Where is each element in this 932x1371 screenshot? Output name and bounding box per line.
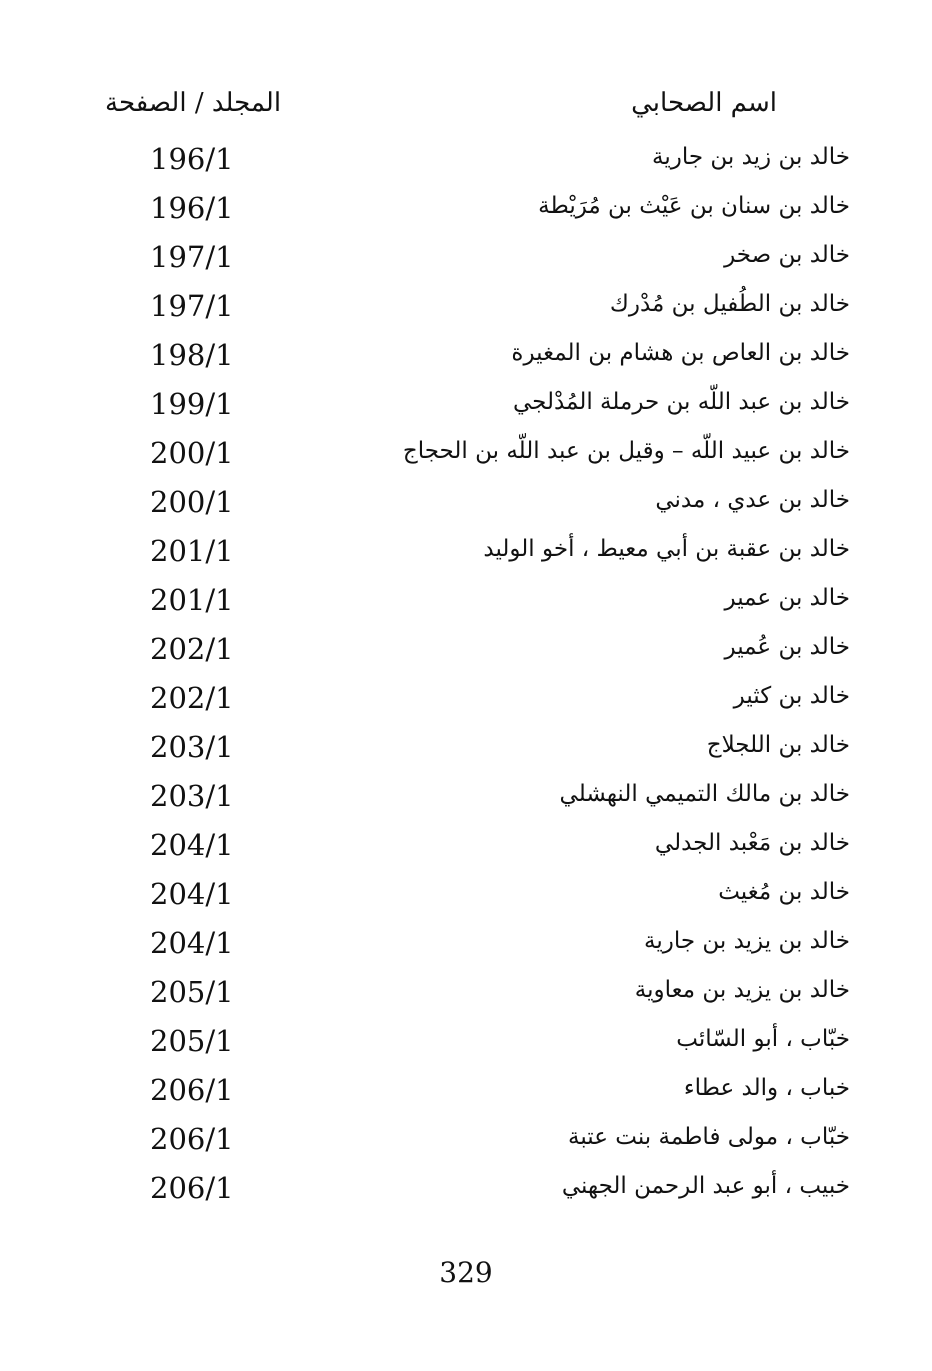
companion-name: خالد بن اللجلاج [706, 732, 850, 758]
volume-page-reference: 200/1 [150, 436, 234, 470]
index-entry-row [0, 677, 932, 726]
volume-page-reference: 204/1 [150, 926, 234, 960]
companion-name: خالد بن الطُفيل بن مُدْرك [609, 291, 850, 317]
index-entry-row [0, 432, 932, 481]
companion-name: خالد بن العاص بن هشام بن المغيرة [511, 340, 850, 366]
companion-name: خالد بن عدي ، مدني [655, 487, 850, 513]
volume-page-reference: 196/1 [150, 142, 234, 176]
volume-page-reference: 202/1 [150, 681, 234, 715]
companion-name: خالد بن مَعْبد الجدلي [654, 830, 850, 856]
index-entry-row [0, 187, 932, 236]
index-entry-row [0, 530, 932, 579]
index-entry-row [0, 873, 932, 922]
index-list [0, 138, 932, 1216]
companion-name: خالد بن سنان بن عَيْث بن مُرَيْطة [538, 193, 850, 219]
volume-page-reference: 202/1 [150, 632, 234, 666]
companion-name: خبّاب ، أبو السّائب [676, 1026, 850, 1052]
column-header-volume-page: المجلد / الصفحة [105, 88, 282, 118]
index-entry-row [0, 285, 932, 334]
index-entry-row [0, 775, 932, 824]
volume-page-reference: 203/1 [150, 730, 234, 764]
volume-page-reference: 201/1 [150, 583, 234, 617]
index-entry-row [0, 1069, 932, 1118]
volume-page-reference: 200/1 [150, 485, 234, 519]
volume-page-reference: 197/1 [150, 289, 234, 323]
companion-name: خبّاب ، مولى فاطمة بنت عتبة [568, 1124, 850, 1150]
companion-name: خالد بن عقبة بن أبي معيط ، أخو الوليد [483, 536, 850, 562]
index-entry-row [0, 1020, 932, 1069]
companion-name: خالد بن عمير [724, 585, 850, 611]
index-entry-row [0, 236, 932, 285]
companion-name: خالد بن مالك التميمي النهشلي [559, 781, 850, 807]
companion-name: خالد بن عبد اللّه بن حرملة المُدْلجي [512, 389, 850, 415]
volume-page-reference: 199/1 [150, 387, 234, 421]
volume-page-reference: 204/1 [150, 877, 234, 911]
volume-page-reference: 203/1 [150, 779, 234, 813]
companion-name: خالد بن عبيد اللّه – وقيل بن عبد اللّه بن الحجاج [402, 438, 850, 464]
volume-page-reference: 198/1 [150, 338, 234, 372]
index-entry-row [0, 922, 932, 971]
companion-name: خالد بن عُمير [724, 634, 850, 660]
index-entry-row [0, 824, 932, 873]
index-entry-row [0, 726, 932, 775]
companion-name: خبيب ، أبو عبد الرحمن الجهني [561, 1173, 850, 1199]
index-entry-row [0, 971, 932, 1020]
volume-page-reference: 206/1 [150, 1073, 234, 1107]
index-entry-row [0, 481, 932, 530]
volume-page-reference: 205/1 [150, 975, 234, 1009]
companion-name: خالد بن مُغيث [718, 879, 850, 905]
index-entry-row [0, 579, 932, 628]
index-entry-row [0, 628, 932, 677]
volume-page-reference: 197/1 [150, 240, 234, 274]
companion-name: خالد بن صخر [724, 242, 850, 268]
index-entry-row [0, 383, 932, 432]
volume-page-reference: 205/1 [150, 1024, 234, 1058]
column-header-companion-name: اسم الصحابي [631, 88, 777, 118]
companion-name: خالد بن زيد بن جارية [651, 144, 850, 170]
volume-page-reference: 204/1 [150, 828, 234, 862]
companion-name: خباب ، والد عطاء [683, 1075, 850, 1101]
index-entry-row [0, 1167, 932, 1216]
companion-name: خالد بن يزيد بن جارية [643, 928, 850, 954]
companion-name: خالد بن كثير [733, 683, 850, 709]
companion-name: خالد بن يزيد بن معاوية [634, 977, 850, 1003]
volume-page-reference: 206/1 [150, 1122, 234, 1156]
index-entry-row [0, 138, 932, 187]
volume-page-reference: 206/1 [150, 1171, 234, 1205]
volume-page-reference: 196/1 [150, 191, 234, 225]
page-number: 329 [439, 1256, 493, 1289]
index-entry-row [0, 1118, 932, 1167]
index-entry-row [0, 334, 932, 383]
volume-page-reference: 201/1 [150, 534, 234, 568]
